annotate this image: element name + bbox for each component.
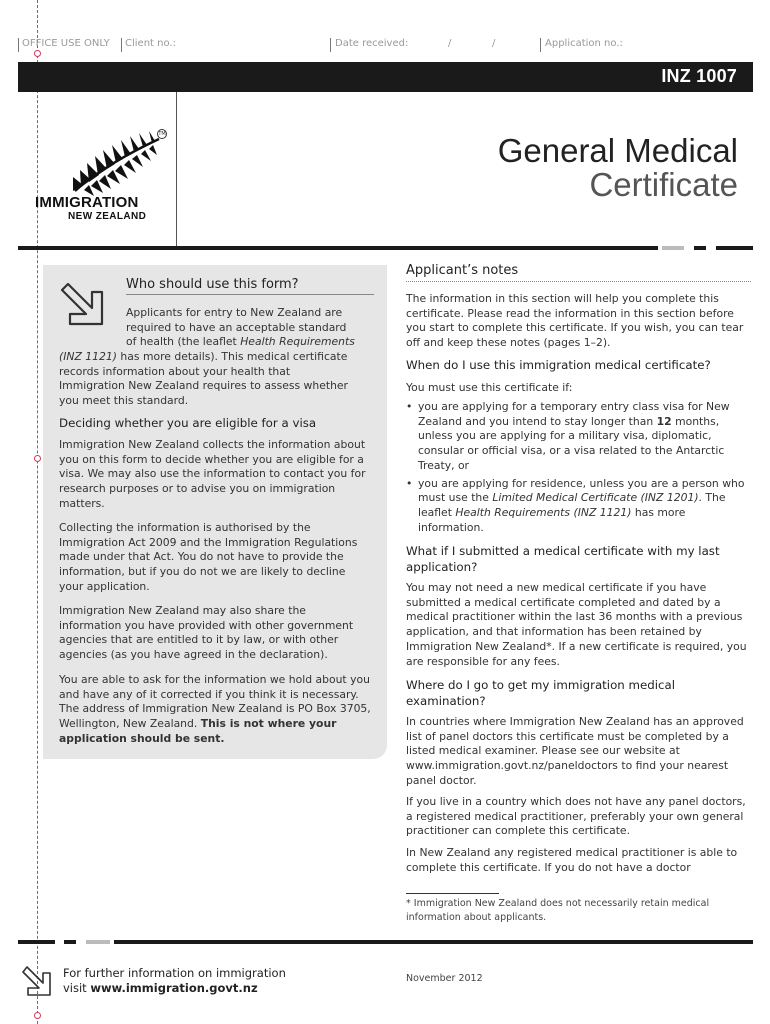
section-rule xyxy=(18,246,658,250)
publication-date: November 2012 xyxy=(406,973,483,984)
question-previous: What if I submitted a medical certificate with my last application? xyxy=(406,544,720,574)
rule-segment xyxy=(662,246,684,250)
rule-segment xyxy=(18,940,55,944)
logo-text-new-zealand: NEW ZEALAND xyxy=(68,211,147,222)
rule-segment xyxy=(86,940,110,944)
panel-intro-continued: (INZ 1121) has more details). This medical certificate records information about your health that Immigration New Zealand requires to assess whether you meet this standard. xyxy=(59,350,349,408)
footnote-divider xyxy=(406,893,499,894)
rule-segment xyxy=(64,940,76,944)
question-where: Where do I go to get my immigration medical examination? xyxy=(406,678,676,708)
panel-intro: Applicants for entry to New Zealand are required to have an acceptable standard of health (the leaflet Health Requirements xyxy=(126,306,355,349)
list-item: • you are applying for residence, unless you are a person who must use the Limited Medical Certificate (INZ 1201). The leaflet Health Requirements (INZ 1121) has more information. xyxy=(406,477,746,536)
trademark-icon: TM xyxy=(158,131,166,137)
authorisation-paragraph: Collecting the information is authorised by the Immigration Act 2009 and the Immigration Regulations made under that Act. You do not have to provide the information, but if you do not we are likely to decline your application. xyxy=(59,521,358,593)
question-previous-answer: You may not need a new medical certificate if you have submitted a medical certificate completed and dated by a medical practitioner within the last 36 months with a previous application, and that information has been retained by Immigration New Zealand*. If a new certificate is required, you are responsible for any fees. xyxy=(406,581,747,668)
applicants-notes-heading: Applicant’s notes xyxy=(406,263,751,282)
sharing-paragraph: Immigration New Zealand may also share the information you have provided with other government agencies that are entitled to it by law, or with other agencies (as you have agreed in the declaration). xyxy=(59,604,354,662)
eligibility-heading: Deciding whether you are eligible for a visa xyxy=(59,416,317,430)
client-no-field[interactable]: Client no.: xyxy=(125,38,176,49)
question-when-lead: You must use this certificate if: xyxy=(406,381,573,394)
logo-text-immigration: IMMIGRATION xyxy=(35,194,139,211)
question-where-answer-1: In countries where Immigration New Zealand has an approved list of panel doctors this certificate must be completed by a listed medical examiner. Please see our website at www.immigration.govt.nz/paneldoctors to find your nearest panel doctor. xyxy=(406,715,744,787)
eligibility-bullet-list xyxy=(406,400,746,535)
date-received-field[interactable]: Date received: xyxy=(335,38,409,49)
notes-intro: The information in this section will help you complete this certificate. Please read the information in this section before you start to complete this certificate. If you wish, you can tear off and keep these notes (pages 1–2). xyxy=(406,292,744,350)
perforation-hole xyxy=(34,1012,41,1019)
title-bar xyxy=(18,62,753,92)
question-where-answer-3: In New Zealand any registered medical practitioner is able to complete this certificate. If you do not have a doctor xyxy=(406,846,738,874)
panel-heading: Who should use this form? xyxy=(126,277,374,295)
correction-paragraph: You are able to ask for the information we hold about you and have any of it corrected if you think it is necessary. The address of Immigration New Zealand is PO Box 3705, Wellington, New Zealand. This is not where your application should be sent. xyxy=(59,673,371,745)
page-title: General Medical xyxy=(497,132,738,169)
date-separator: / xyxy=(492,38,496,49)
office-use-label: OFFICE USE ONLY xyxy=(22,38,110,49)
arrow-down-right-icon xyxy=(19,961,55,999)
date-separator: / xyxy=(448,38,452,49)
eligibility-paragraph: Immigration New Zealand collects the information about you on this form to decide whether you are eligible for a visa. We may also use the information to contact you for research purposes or to advise you on immigration matters. xyxy=(59,438,366,510)
header-divider xyxy=(176,92,177,248)
arrow-down-right-icon xyxy=(56,274,110,330)
further-information: For further information on immigration visit www.immigration.govt.nz xyxy=(63,966,286,995)
perforation-hole xyxy=(34,455,41,462)
form-code: INZ 1007 xyxy=(661,66,737,86)
website-link[interactable]: www.immigration.govt.nz xyxy=(90,981,258,995)
list-item: • you are applying for a temporary entry class visa for New Zealand and you intend to stay longer than 12 months, unless you are applying for a military visa, diplomatic, consular or official visa, or a visa related to the Antarctic Treaty, or xyxy=(406,400,746,474)
office-use-bar xyxy=(18,38,753,52)
rule-segment xyxy=(694,246,706,250)
rule-segment xyxy=(716,246,753,250)
page-subtitle: Certificate xyxy=(589,166,738,203)
application-no-field[interactable]: Application no.: xyxy=(545,38,623,49)
question-when: When do I use this immigration medical certificate? xyxy=(406,358,711,372)
rule-segment xyxy=(114,940,753,944)
footnote: * Immigration New Zealand does not necessarily retain medical information about applicants. xyxy=(406,898,710,923)
question-where-answer-2: If you live in a country which does not have any panel doctors, a registered medical practitioner, preferably your own general practitioner can complete this certificate. xyxy=(406,795,746,838)
